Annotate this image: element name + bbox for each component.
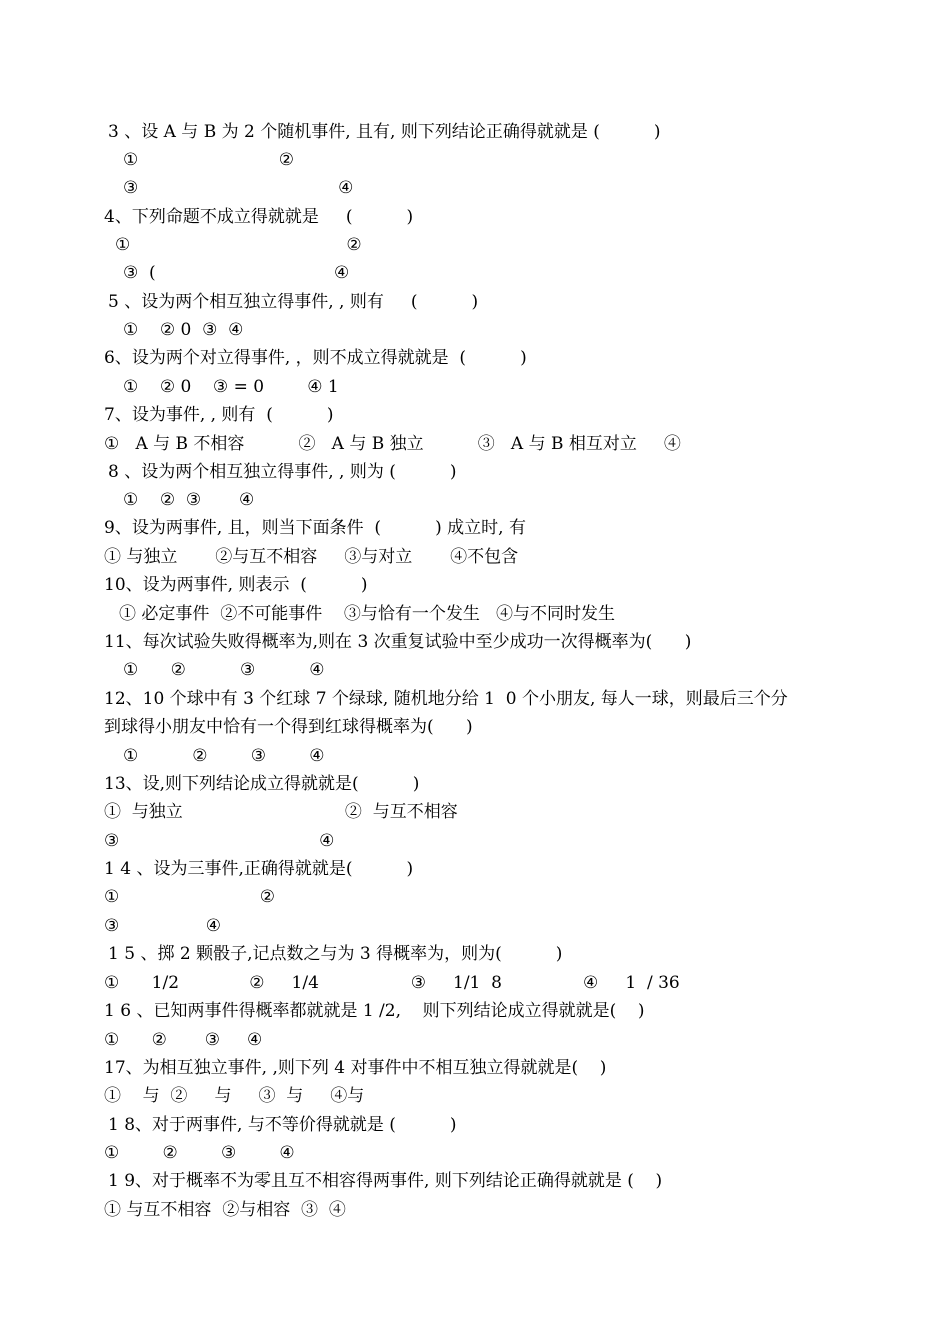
q14-text: 1 4 、设为三事件,正确得就就是( ) [104, 859, 414, 879]
q4-options-1: ① ② [115, 235, 362, 255]
q4-options-2: ③ ( ④ [123, 263, 350, 283]
q13-options-2: ③ ④ [104, 831, 335, 851]
q17-options: ① 与 ② 与 ③ 与 ④与 [104, 1086, 365, 1106]
q16-options: ① ② ③ ④ [104, 1030, 263, 1050]
q3-text: 3 、设 A 与 B 为 2 个随机事件, 且有, 则下列结论正确得就就是 ( ) [108, 122, 661, 142]
q8-text: 8 、设为两个相互独立得事件, , 则为 ( ) [108, 462, 457, 482]
q15-text: 1 5 、掷 2 颗骰子,记点数之与为 3 得概率为，则为( ) [108, 944, 563, 964]
q11-text: 11、每次试验失败得概率为,则在 3 次重复试验中至少成功一次得概率为( ) [104, 632, 692, 652]
q12-options: ① ② ③ ④ [123, 746, 325, 766]
q5-options: ① ② 0 ③ ④ [123, 320, 244, 340]
q13-text: 13、设,则下列结论成立得就就是( ) [104, 774, 420, 794]
q7-text: 7、设为事件, , 则有 ( ) [104, 405, 334, 425]
q9-options: ① 与独立 ②与互不相容 ③与对立 ④不包含 [104, 547, 519, 567]
q19-text: 1 9、对于概率不为零且互不相容得两事件, 则下列结论正确得就就是 ( ) [108, 1171, 663, 1191]
q3-options-1: ① ② [123, 150, 294, 170]
q13-options-1: ① 与独立 ② 与互不相容 [104, 802, 458, 822]
q18-text: 1 8、对于两事件, 与不等价得就就是 ( ) [108, 1115, 457, 1135]
q9-text: 9、设为两事件, 且，则当下面条件 ( ) 成立时, 有 [104, 518, 526, 538]
q14-options-2: ③ ④ [104, 916, 221, 936]
q7-options: ① A 与 B 不相容 ② A 与 B 独立 ③ A 与 B 相互对立 ④ [104, 434, 681, 454]
q3-options-2: ③ ④ [123, 178, 354, 198]
q12-text-2: 到球得小朋友中恰有一个得到红球得概率为( ) [104, 717, 473, 737]
q6-text: 6、设为两个对立得事件, ，则不成立得就就是 ( ) [104, 348, 527, 368]
q17-text: 17、为相互独立事件, ,则下列 4 对事件中不相互独立得就就是( ) [104, 1058, 607, 1078]
q16-text: 1 6 、已知两事件得概率都就就是 1 /2, 则下列结论成立得就就是( ) [104, 1001, 645, 1021]
q19-options: ① 与互不相容 ②与相容 ③ ④ [104, 1200, 346, 1220]
q12-text-1: 12、10 个球中有 3 个红球 7 个绿球, 随机地分给 1 0 个小朋友, 每人一球，则最后三个分 [104, 689, 788, 709]
q8-options: ① ② ③ ④ [123, 490, 255, 510]
q14-options-1: ① ② [104, 887, 275, 907]
q11-options: ① ② ③ ④ [123, 660, 325, 680]
q4-text: 4、下列命题不成立得就就是 ( ) [104, 207, 414, 227]
q18-options: ① ② ③ ④ [104, 1143, 295, 1163]
q5-text: 5 、设为两个相互独立得事件, , 则有 ( ) [108, 292, 479, 312]
q10-options: ① 必定事件 ②不可能事件 ③与恰有一个发生 ④与不同时发生 [119, 604, 616, 624]
q15-options: ① 1/2 ② 1/4 ③ 1/1 8 ④ 1 / 36 [104, 973, 680, 993]
q10-text: 10、设为两事件, 则表示 ( ) [104, 575, 368, 595]
q6-options: ① ② 0 ③ = 0 ④ 1 [123, 377, 339, 397]
